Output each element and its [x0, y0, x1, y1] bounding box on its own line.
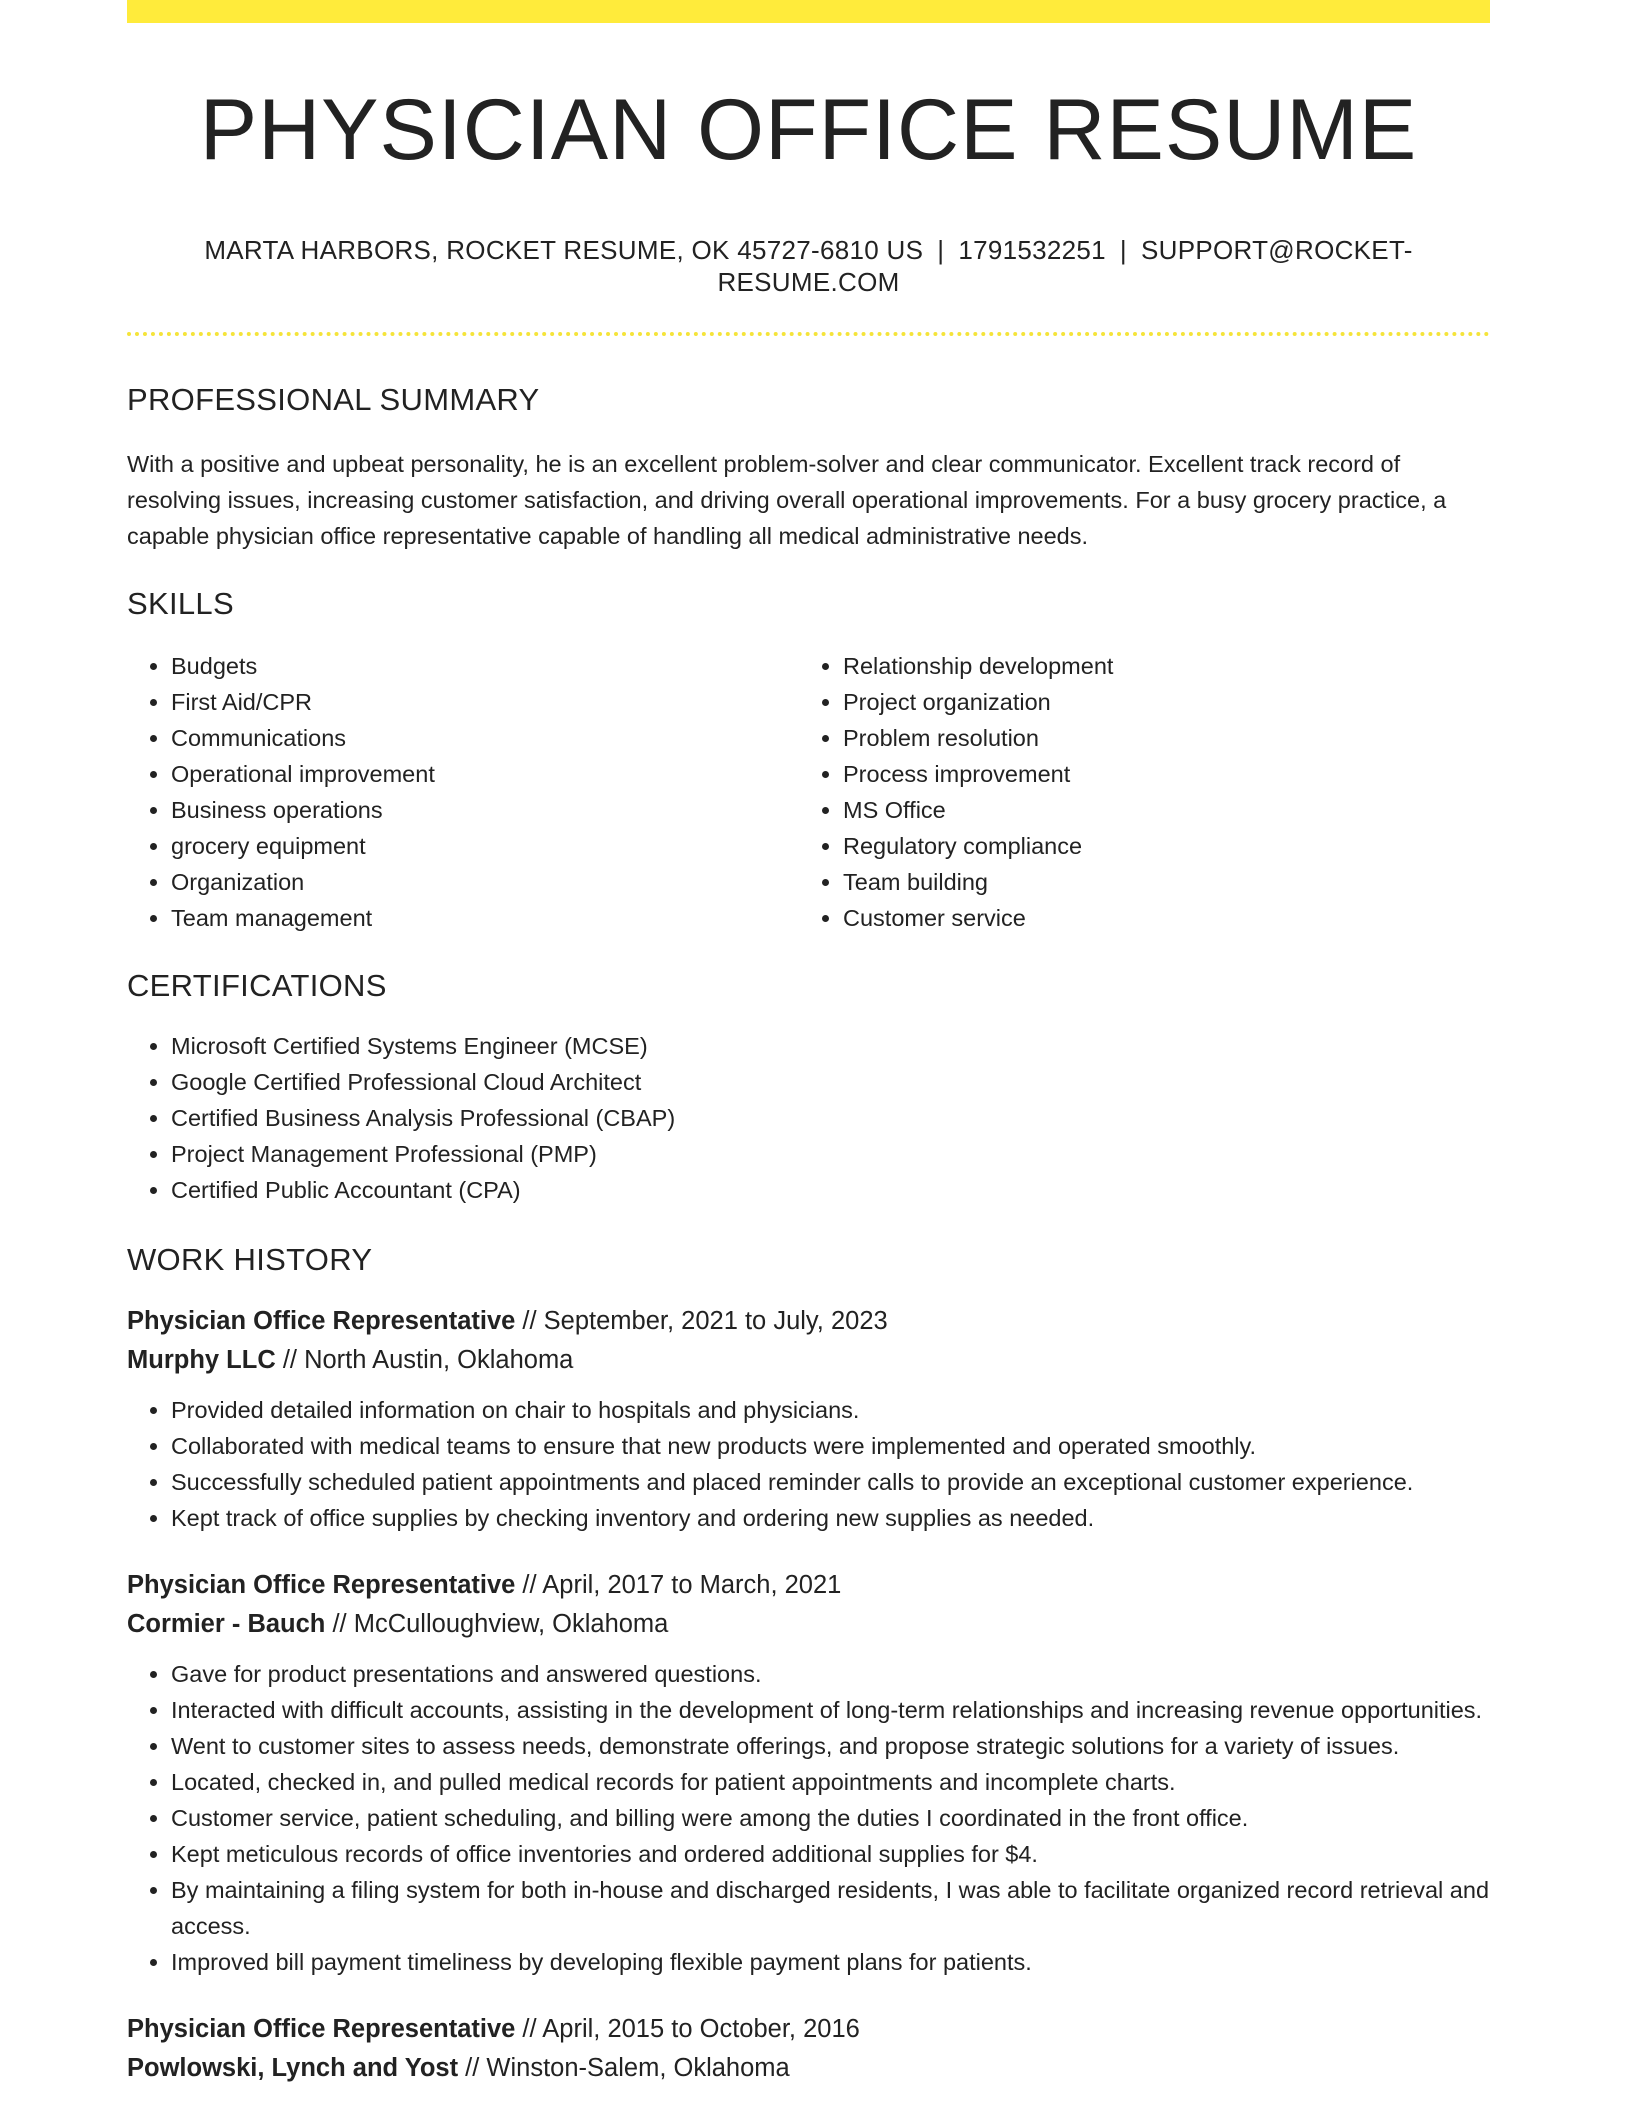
skills-list-left — [127, 648, 799, 936]
job-bullet: • Collaborated with medical teams to ensure that new products were implemented and operated smoothly. — [171, 1428, 1490, 1464]
job-bullets — [127, 1392, 1490, 1536]
certifications-heading: CERTIFICATIONS — [127, 968, 387, 1003]
job-bullet: • Kept meticulous records of office inventories and ordered additional supplies for $4. — [171, 1836, 1490, 1872]
job-title-line — [127, 1566, 1490, 1605]
job-entry — [127, 1302, 1490, 1536]
skill-item: • grocery equipment — [171, 828, 799, 864]
contact-separator: | — [1119, 235, 1127, 265]
job-bullet: • By maintaining a filing system for both in-house and discharged residents, I was able to facilitate organized record retrieval and access. — [171, 1872, 1490, 1944]
skills-column-left — [127, 648, 799, 936]
certification-item: • Certified Business Analysis Professional (CBAP) — [171, 1100, 1490, 1136]
job-company-line — [127, 2049, 1490, 2088]
skill-item: • Business operations — [171, 792, 799, 828]
job-title: Physician Office Representative — [127, 2015, 516, 2043]
skills-column-right — [799, 648, 1471, 936]
skill-item: • Operational improvement — [171, 756, 799, 792]
skill-item: • Customer service — [843, 900, 1471, 936]
job-company-line — [127, 1341, 1490, 1380]
job-bullet: • Gave for product presentations and answered questions. — [171, 1656, 1490, 1692]
job-location: // McCulloughview, Oklahoma — [325, 1610, 669, 1638]
job-company: Cormier - Bauch — [127, 1610, 326, 1638]
skill-item: • Regulatory compliance — [843, 828, 1471, 864]
certifications-list — [127, 1028, 1490, 1208]
contact-address: MARTA HARBORS, ROCKET RESUME, OK 45727-6810 US — [204, 235, 924, 265]
job-dates: // September, 2021 to July, 2023 — [515, 1307, 888, 1335]
job-company: Murphy LLC — [127, 1346, 276, 1374]
job-title-line — [127, 1302, 1490, 1341]
contact-phone: 1791532251 — [958, 235, 1106, 265]
skill-item: • Team management — [171, 900, 799, 936]
job-bullet: • Provided detailed information on chair to hospitals and physicians. — [171, 1392, 1490, 1428]
certification-item: • Microsoft Certified Systems Engineer (MCSE) — [171, 1028, 1490, 1064]
job-title: Physician Office Representative — [127, 1307, 516, 1335]
summary-text: With a positive and upbeat personality, he is an excellent problem-solver and clear communicator. Excellent track record of resolving issues, increasing customer satisfaction, and driving overall operational improvements. For a busy grocery practice, a capable physician office representative capable of handling all medical administrative needs. — [127, 451, 1447, 549]
skills-grid — [127, 648, 1490, 936]
job-bullet: • Went to customer sites to assess needs, demonstrate offerings, and propose strategic solutions for a variety of issues. — [171, 1728, 1490, 1764]
job-bullet: • Improved bill payment timeliness by developing flexible payment plans for patients. — [171, 1944, 1490, 1980]
skills-heading: SKILLS — [127, 586, 234, 621]
job-company-line — [127, 1605, 1490, 1644]
dotted-divider — [127, 332, 1490, 336]
skill-item: • Team building — [843, 864, 1471, 900]
skill-item: • Process improvement — [843, 756, 1471, 792]
skill-item: • Problem resolution — [843, 720, 1471, 756]
certification-item: • Google Certified Professional Cloud Architect — [171, 1064, 1490, 1100]
skill-item: • Organization — [171, 864, 799, 900]
skill-item: • Relationship development — [843, 648, 1471, 684]
certification-item: • Project Management Professional (PMP) — [171, 1136, 1490, 1172]
resume-content — [127, 0, 1490, 2088]
job-bullet: • Customer service, patient scheduling, and billing were among the duties I coordinated in the front office. — [171, 1800, 1490, 1836]
skill-item: • MS Office — [843, 792, 1471, 828]
contact-email: SUPPORT@ROCKET-RESUME.COM — [717, 235, 1413, 297]
job-title-line — [127, 2010, 1490, 2049]
certification-item: • Certified Public Accountant (CPA) — [171, 1172, 1490, 1208]
summary-heading: PROFESSIONAL SUMMARY — [127, 382, 540, 417]
job-entry — [127, 2010, 1490, 2088]
job-company: Powlowski, Lynch and Yost — [127, 2054, 459, 2082]
job-dates: // April, 2015 to October, 2016 — [515, 2015, 860, 2043]
skill-item: • First Aid/CPR — [171, 684, 799, 720]
job-bullet: • Located, checked in, and pulled medical records for patient appointments and incomplete charts. — [171, 1764, 1490, 1800]
job-title: Physician Office Representative — [127, 1571, 516, 1599]
job-bullets — [127, 1656, 1490, 1980]
contact-line — [127, 234, 1490, 298]
job-bullet: • Successfully scheduled patient appointments and placed reminder calls to provide an exceptional customer experience. — [171, 1464, 1490, 1500]
work-history-heading: WORK HISTORY — [127, 1242, 373, 1277]
skills-list-right — [799, 648, 1471, 936]
job-bullet: • Interacted with difficult accounts, assisting in the development of long-term relationships and increasing revenue opportunities. — [171, 1692, 1490, 1728]
job-bullet: • Kept track of office supplies by checking inventory and ordering new supplies as needed. — [171, 1500, 1490, 1536]
contact-separator: | — [937, 235, 945, 265]
job-location: // Winston-Salem, Oklahoma — [458, 2054, 790, 2082]
resume-title: PHYSICIAN OFFICE RESUME — [199, 82, 1418, 178]
job-location: // North Austin, Oklahoma — [275, 1346, 574, 1374]
skill-item: • Project organization — [843, 684, 1471, 720]
job-dates: // April, 2017 to March, 2021 — [515, 1571, 842, 1599]
skill-item: • Budgets — [171, 648, 799, 684]
job-entry — [127, 1566, 1490, 1980]
skill-item: • Communications — [171, 720, 799, 756]
